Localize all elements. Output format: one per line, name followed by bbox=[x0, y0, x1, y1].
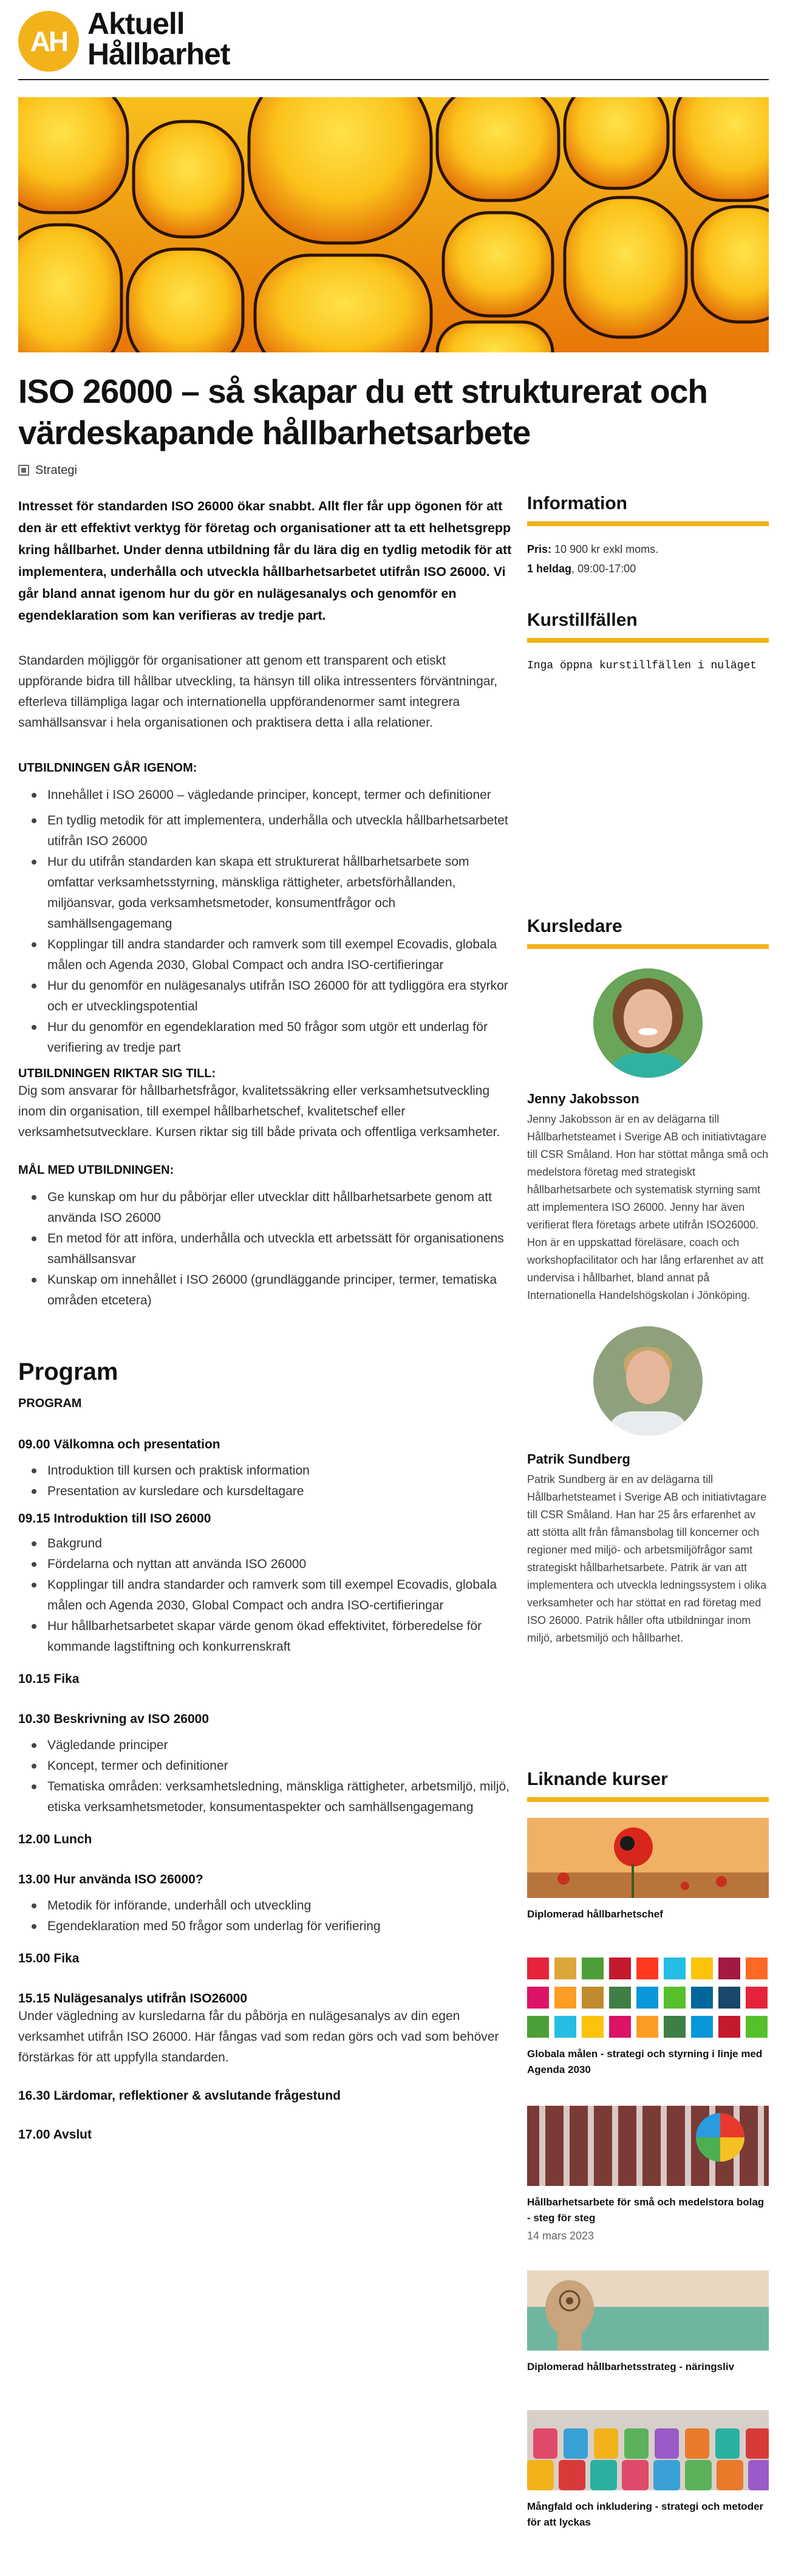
covers-heading: UTBILDNINGEN GÅR IGENOM: bbox=[18, 761, 197, 775]
course-image-chairs[interactable] bbox=[527, 2410, 769, 2490]
list-item: Introduktion till kursen och praktisk information bbox=[18, 1461, 513, 1481]
no-dates-text: Inga öppna kurstillfällen i nuläget bbox=[527, 660, 757, 672]
list-item: Tematiska områden: verksamhetsledning, mänskliga rättigheter, arbetsmiljö, miljö, etiska verksamhetsmetoder, konsumentaspekter och samhällsengagemang bbox=[18, 1776, 513, 1818]
dates-panel bbox=[527, 610, 769, 672]
list-item: En metod för att införa, underhålla och utveckla ett arbetssätt för organisationens samhällsansvar bbox=[18, 1228, 513, 1270]
leader-name: Jenny Jakobsson bbox=[527, 1091, 639, 1106]
course-title[interactable]: Hållbarhetsarbete för små och medelstora bolag - steg för steg bbox=[527, 2196, 765, 2224]
program-heading: Program bbox=[18, 1358, 118, 1385]
logo-line-1: Aktuell bbox=[87, 7, 185, 41]
duration-line bbox=[527, 559, 769, 578]
leaders-heading: Kursledare bbox=[527, 916, 769, 949]
logo-line-2: Hållbarhet bbox=[87, 37, 230, 71]
list-item: Egendeklaration med 50 frågor som underlag för verifiering bbox=[18, 1916, 513, 1937]
program-block-title: 10.30 Beskrivning av ISO 26000 bbox=[18, 1712, 210, 1726]
program-subheading: PROGRAM bbox=[18, 1397, 82, 1410]
program-block-title: 09.00 Välkomna och presentation bbox=[18, 1437, 220, 1451]
list-item: Hur du genomför en egendeklaration med 50 frågor som utgör ett underlag för verifiering av tredje part bbox=[18, 1017, 513, 1058]
closing-title: 16.30 Lärdomar, reflektioner & avslutande frågestund bbox=[18, 2089, 341, 2103]
avatar bbox=[593, 968, 703, 1078]
covers-list bbox=[18, 785, 513, 1058]
logo-icon[interactable] bbox=[18, 11, 79, 72]
folder-icon bbox=[18, 465, 29, 476]
list-item: En tydlig metodik för att implementera, underhålla och utveckla hållbarhetsarbetet utifrån ISO 26000 bbox=[18, 810, 513, 852]
list-item: Innehållet i ISO 26000 – vägledande principer, koncept, termer och definitioner bbox=[18, 785, 513, 806]
related-course-card[interactable] bbox=[527, 1958, 769, 2078]
list-item: Kunskap om innehållet i ISO 26000 (grundläggande principer, termer, tematiska områden etcetera) bbox=[18, 1270, 513, 1311]
list-item: Kopplingar till andra standarder och ramverk som till exempel Ecovadis, globala målen och Agenda 2030, Global Compact och andra ISO-certifieringar bbox=[18, 1575, 513, 1616]
goals-list bbox=[18, 1187, 513, 1311]
info-heading: Information bbox=[527, 493, 769, 526]
course-image-poppies[interactable] bbox=[527, 1818, 769, 1898]
price-line bbox=[527, 540, 769, 559]
program-block-title: 09.15 Introduktion till ISO 26000 bbox=[18, 1512, 211, 1526]
course-title[interactable]: Diplomerad hållbarhetsstrateg - näringsliv bbox=[527, 2361, 735, 2372]
list-item: Fördelarna och nyttan att använda ISO 26000 bbox=[18, 1554, 513, 1575]
list-item: Ge kunskap om hur du påbörjar eller utvecklar ditt hållbarhetsarbete genom att använda ISO 26000 bbox=[18, 1187, 513, 1228]
program-block-title: 15.00 Fika bbox=[18, 1951, 80, 1965]
leader-bio: Jenny Jakobsson är en av delägarna till Hållbarhetsteamet i Sverige AB och initiativtagare till CSR Småland. Hon har stöttat många små och medelstora företag med strategiskt hållbarhetsarbete och systematisk styrning samt att implementera ISO 26000. Jenny har även verifierat flera företags arbete utifrån ISO26000. Hon är en uppskattad föreläsare, coach och workshopfacilitator och har lång erfarenhet av att undervisa i hållbarhet, bland annat på Internationella Handelshögskolan i Jönköping. bbox=[527, 1113, 769, 1301]
goals-heading: MÅL MED UTBILDNINGEN: bbox=[18, 1163, 174, 1177]
leader-name: Patrik Sundberg bbox=[527, 1451, 630, 1467]
program-block-title: 13.00 Hur använda ISO 26000? bbox=[18, 1872, 203, 1886]
course-title[interactable]: Diplomerad hållbarhetschef bbox=[527, 1908, 663, 1920]
course-image-strategist[interactable] bbox=[527, 2270, 769, 2351]
dates-heading: Kurstillfällen bbox=[527, 610, 769, 643]
info-panel bbox=[527, 493, 769, 578]
price-value: 10 900 kr exkl moms. bbox=[554, 543, 659, 555]
page-title: ISO 26000 – så skapar du ett strukturerat och värdeskapande hållbarhetsarbete bbox=[18, 372, 707, 451]
duration-value: , 09:00-17:00 bbox=[571, 563, 636, 575]
related-course-card[interactable] bbox=[527, 2106, 769, 2242]
program-block-list bbox=[18, 1735, 513, 1818]
list-item: Bakgrund bbox=[18, 1533, 513, 1554]
audience-paragraph: Dig som ansvarar för hållbarhetsfrågor, kvalitetssäkring eller verksamhetsutveckling inom din organisation, till exempel hållbarhetschef, kvalitetschef eller verksamhetsutvecklare. Kursen riktar sig till både privata och offentliga verksamheter. bbox=[18, 1084, 500, 1139]
related-course-card[interactable] bbox=[527, 2410, 769, 2530]
course-title[interactable]: Globala målen - strategi och styrning i linje med Agenda 2030 bbox=[527, 2048, 763, 2075]
course-date: 14 mars 2023 bbox=[527, 2230, 595, 2242]
list-item: Presentation av kursledare och kursdeltagare bbox=[18, 1481, 513, 1502]
related-course-card[interactable] bbox=[527, 1818, 769, 1922]
program-block-title: 12.00 Lunch bbox=[18, 1832, 92, 1846]
lead-paragraph: Intresset för standarden ISO 26000 ökar snabbt. Allt fler får upp ögonen för att den är ett effektivt verktyg för företag och organisationer att ta ett helhetsgrepp kring hållbarhet. Under denna utbildning får du lära dig en tydlig metodik för att implementera, underhålla och utveckla hållbarhetsarbetet utifrån ISO 26000. Vi går bland annat igenom hur du gör en nulägesanalys och genomför en egendeklaration som kan verifieras av tredje part. bbox=[18, 499, 512, 623]
main-content bbox=[18, 495, 513, 2142]
nulage-title: 15.15 Nulägesanalys utifrån ISO26000 bbox=[18, 1992, 248, 2006]
intro-paragraph: Standarden möjliggör för organisationer att genom ett transparent och etiskt uppförande bidra till hållbar utveckling, ta hänsyn till olika intressenters förväntningar, efterleva tillämpliga lagar och internationella uppförandenormer samt integrera samhällsansvar i hela organisationen och praktisera detta i alla relationer. bbox=[18, 654, 498, 730]
list-item: Vägledande principer bbox=[18, 1735, 513, 1756]
course-title[interactable]: Mångfald och inkludering - strategi och metoder för att lyckas bbox=[527, 2501, 764, 2528]
list-item: Hur du utifrån standarden kan skapa ett strukturerat hållbarhetsarbete som omfattar verksamhetsstyrning, mänskliga rättigheter, arbetsförhållanden, miljöansvar, goda verksamhetsmetoder, konsumentfrågor och samhällsengagemang bbox=[18, 852, 513, 934]
leaders-panel bbox=[527, 916, 769, 1647]
logo-initials: AH bbox=[30, 26, 67, 57]
related-panel bbox=[527, 1769, 769, 2530]
end-title: 17.00 Avslut bbox=[18, 2128, 92, 2142]
program-block-list bbox=[18, 1533, 513, 1657]
program-block-list bbox=[18, 1896, 513, 1937]
list-item: Koncept, termer och definitioner bbox=[18, 1756, 513, 1776]
program-block-list bbox=[18, 1461, 513, 1502]
leader-bio: Patrik Sundberg är en av delägarna till Hållbarhetsteamet i Sverige AB och initiativtagare till CSR Småland. Han har 25 års erfarenhet av att stötta allt från fåmansbolag till koncerner och regioner med miljö- och arbetsmiljöfrågor samt strategiskt hållbarhetsarbete. Patrik är van att implementera och utveckla ledningssystem i olika verksamheter och har stöttat en rad företag med ISO 26000. Patrik håller ofta utbildningar inom miljö, arbetsmiljö och hållbarhet. bbox=[527, 1473, 767, 1644]
course-image-sdg[interactable] bbox=[527, 1958, 769, 2038]
duration-label: 1 heldag bbox=[527, 563, 572, 575]
price-label: Pris: bbox=[527, 543, 552, 555]
hero-image bbox=[18, 97, 769, 352]
related-heading: Liknande kurser bbox=[527, 1769, 769, 1802]
category-label: Strategi bbox=[35, 463, 77, 477]
category-tag[interactable] bbox=[18, 463, 77, 478]
list-item: Hur hållbarhetsarbetet skapar värde genom ökad effektivitet, förberedelse för kommande lagstiftning och konkurrenskraft bbox=[18, 1616, 513, 1657]
course-image-umbrella[interactable] bbox=[527, 2106, 769, 2186]
list-item: Hur du genomför en nulägesanalys utifrån ISO 26000 för att tydliggöra era styrkor och er utvecklingspotential bbox=[18, 976, 513, 1017]
list-item: Metodik för införande, underhåll och utveckling bbox=[18, 1896, 513, 1916]
site-header bbox=[18, 0, 769, 80]
program-block-title: 10.15 Fika bbox=[18, 1672, 80, 1686]
audience-heading: UTBILDNINGEN RIKTAR SIG TILL: bbox=[18, 1067, 216, 1080]
site-logo-text[interactable] bbox=[87, 9, 230, 69]
list-item: Kopplingar till andra standarder och ramverk som till exempel Ecovadis, globala målen och Agenda 2030, Global Compact och andra ISO-certifieringar bbox=[18, 934, 513, 976]
related-course-card[interactable] bbox=[527, 2270, 769, 2375]
nulage-text: Under vägledning av kursledarna får du påbörja en nulägesanalys av din egen verksamhet utifrån ISO 26000. Här fångas vad som redan görs och vad som behöver förstärkas för att uppfylla standarden. bbox=[18, 2009, 499, 2064]
avatar bbox=[593, 1326, 703, 1436]
